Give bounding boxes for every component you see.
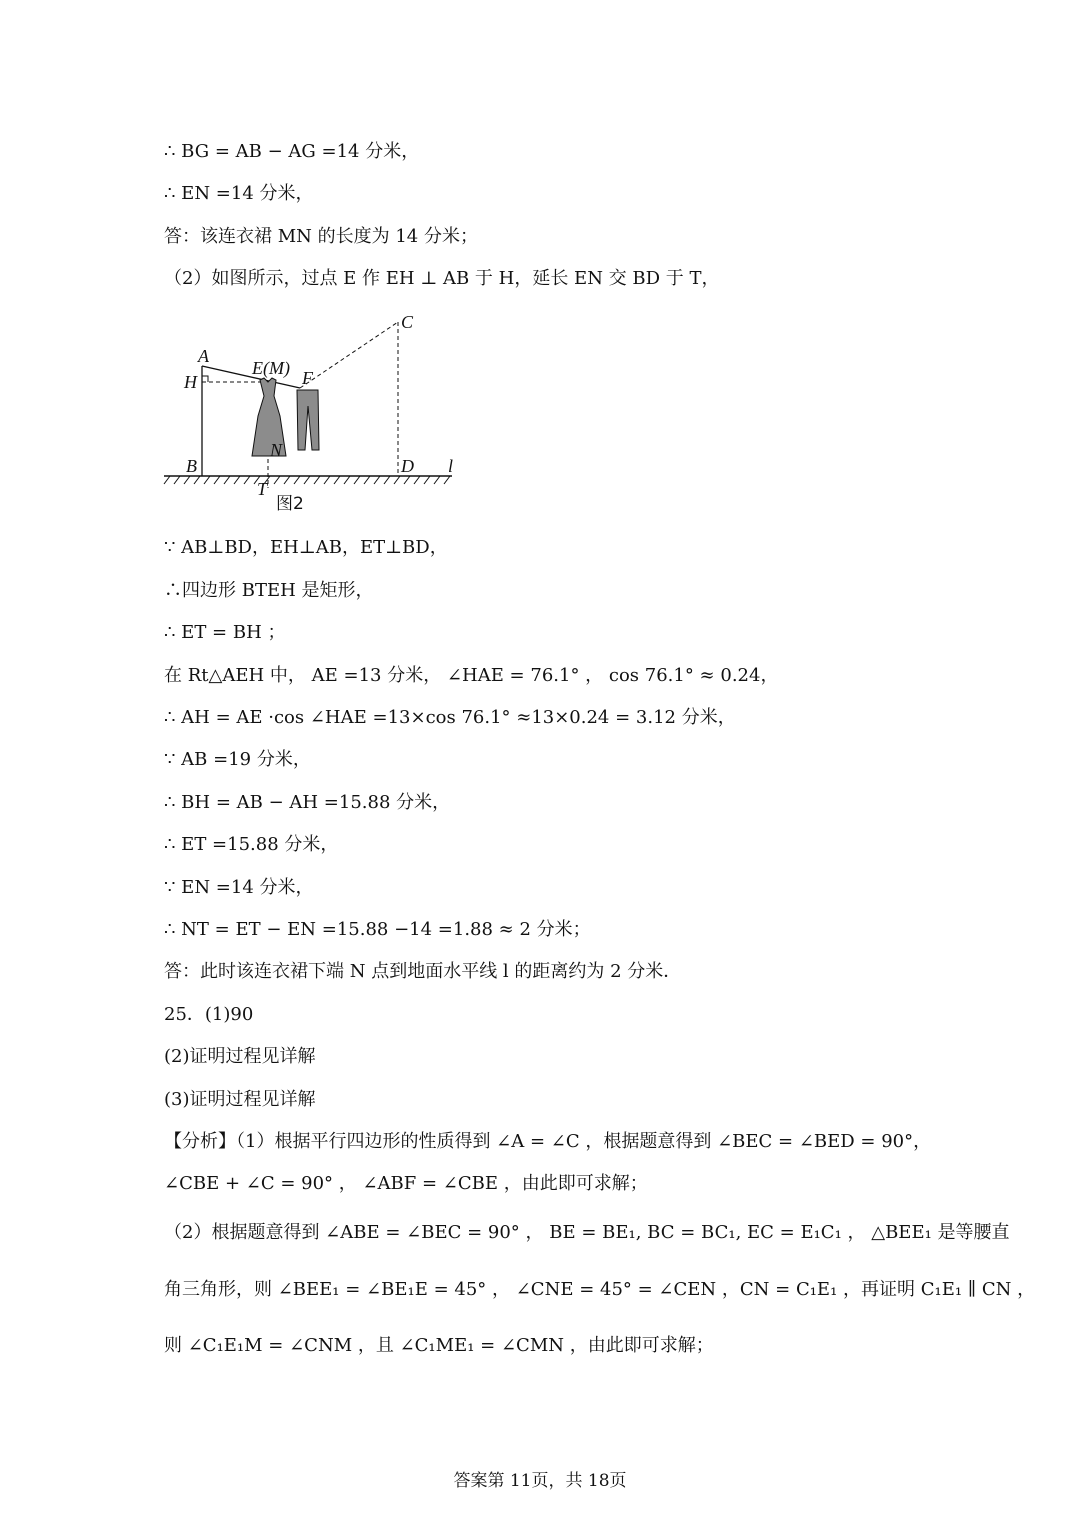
label-n: N	[270, 440, 283, 460]
analysis-line-4: 角三角形，则 ∠BEE₁ = ∠BE₁E = 45° ， ∠CNE = 45° = ∠CEN ，CN = C₁E₁ ，再证明 C₁E₁ ∥ CN ，	[164, 1279, 1036, 1300]
ground-hatching	[164, 476, 450, 484]
step-en: ∴ EN =14 分米，	[164, 183, 314, 204]
page-footer: 答案第 11页，共 18页	[453, 1471, 627, 1491]
q25-part3: (3)证明过程见详解	[164, 1089, 316, 1110]
step-et-bh: ∴ ET = BH ；	[164, 622, 286, 643]
q25-part2: (2)证明过程见详解	[164, 1046, 316, 1067]
step-nt: ∴ NT = ET − EN =15.88 −14 =1.88 ≈ 2 分米；	[164, 919, 591, 940]
pants-icon	[297, 390, 319, 450]
right-angle-mark	[202, 376, 208, 382]
answer-1: 答：该连衣裙 MN 的长度为 14 分米；	[164, 226, 478, 247]
label-em: E(M)	[252, 358, 290, 378]
step-perpendicular: ∵ AB⊥BD，EH⊥AB，ET⊥BD，	[164, 537, 448, 558]
label-d: D	[401, 456, 414, 476]
q25-header: 25．(1)90	[164, 1004, 254, 1025]
step-et: ∴ ET =15.88 分米，	[164, 834, 339, 855]
answer-2: 答：此时该连衣裙下端 N 点到地面水平线 l 的距离约为 2 分米．	[164, 961, 682, 982]
step-ab: ∵ AB =19 分米，	[164, 749, 311, 770]
part2-intro: （2）如图所示，过点 E 作 EH ⊥ AB 于 H，延长 EN 交 BD 于 T，	[164, 268, 720, 289]
step-triangle-aeh: 在 Rt△AEH 中， AE =13 分米， ∠HAE = 76.1° ， cos 76.1° ≈ 0.24，	[164, 665, 779, 686]
analysis-line-3: （2）根据题意得到 ∠ABE = ∠BEC = 90° ， BE = BE₁, BC = BC₁, EC = E₁C₁ ， △BEE₁ 是等腰直	[164, 1222, 1010, 1243]
step-rectangle: ∴四边形 BTEH 是矩形，	[164, 580, 374, 601]
label-h: H	[184, 372, 197, 392]
analysis-line-5: 则 ∠C₁E₁M = ∠CNM ，且 ∠C₁ME₁ = ∠CMN ，由此即可求解；	[164, 1335, 714, 1356]
label-l: l	[448, 456, 454, 476]
label-f: F	[302, 368, 313, 388]
step-bh: ∴ BH = AB − AH =15.88 分米，	[164, 792, 451, 813]
label-b: B	[186, 456, 197, 476]
step-en2: ∵ EN =14 分米，	[164, 877, 314, 898]
label-t: T	[257, 479, 268, 499]
figure-caption: 图2	[276, 494, 304, 514]
figure-2	[160, 310, 460, 520]
rope-fc-dashed	[300, 322, 398, 388]
label-c: C	[401, 312, 414, 332]
step-bg: ∴ BG = AB − AG =14 分米，	[164, 141, 420, 162]
step-ah: ∴ AH = AE ·cos ∠HAE =13×cos 76.1° ≈13×0.24 = 3.12 分米，	[164, 707, 736, 728]
label-a: A	[198, 346, 209, 366]
analysis-line-1: 【分析】（1）根据平行四边形的性质得到 ∠A = ∠C ，根据题意得到 ∠BEC = ∠BED = 90°，	[164, 1131, 932, 1152]
analysis-line-2: ∠CBE + ∠C = 90° ， ∠ABF = ∠CBE ，由此即可求解；	[164, 1173, 648, 1194]
